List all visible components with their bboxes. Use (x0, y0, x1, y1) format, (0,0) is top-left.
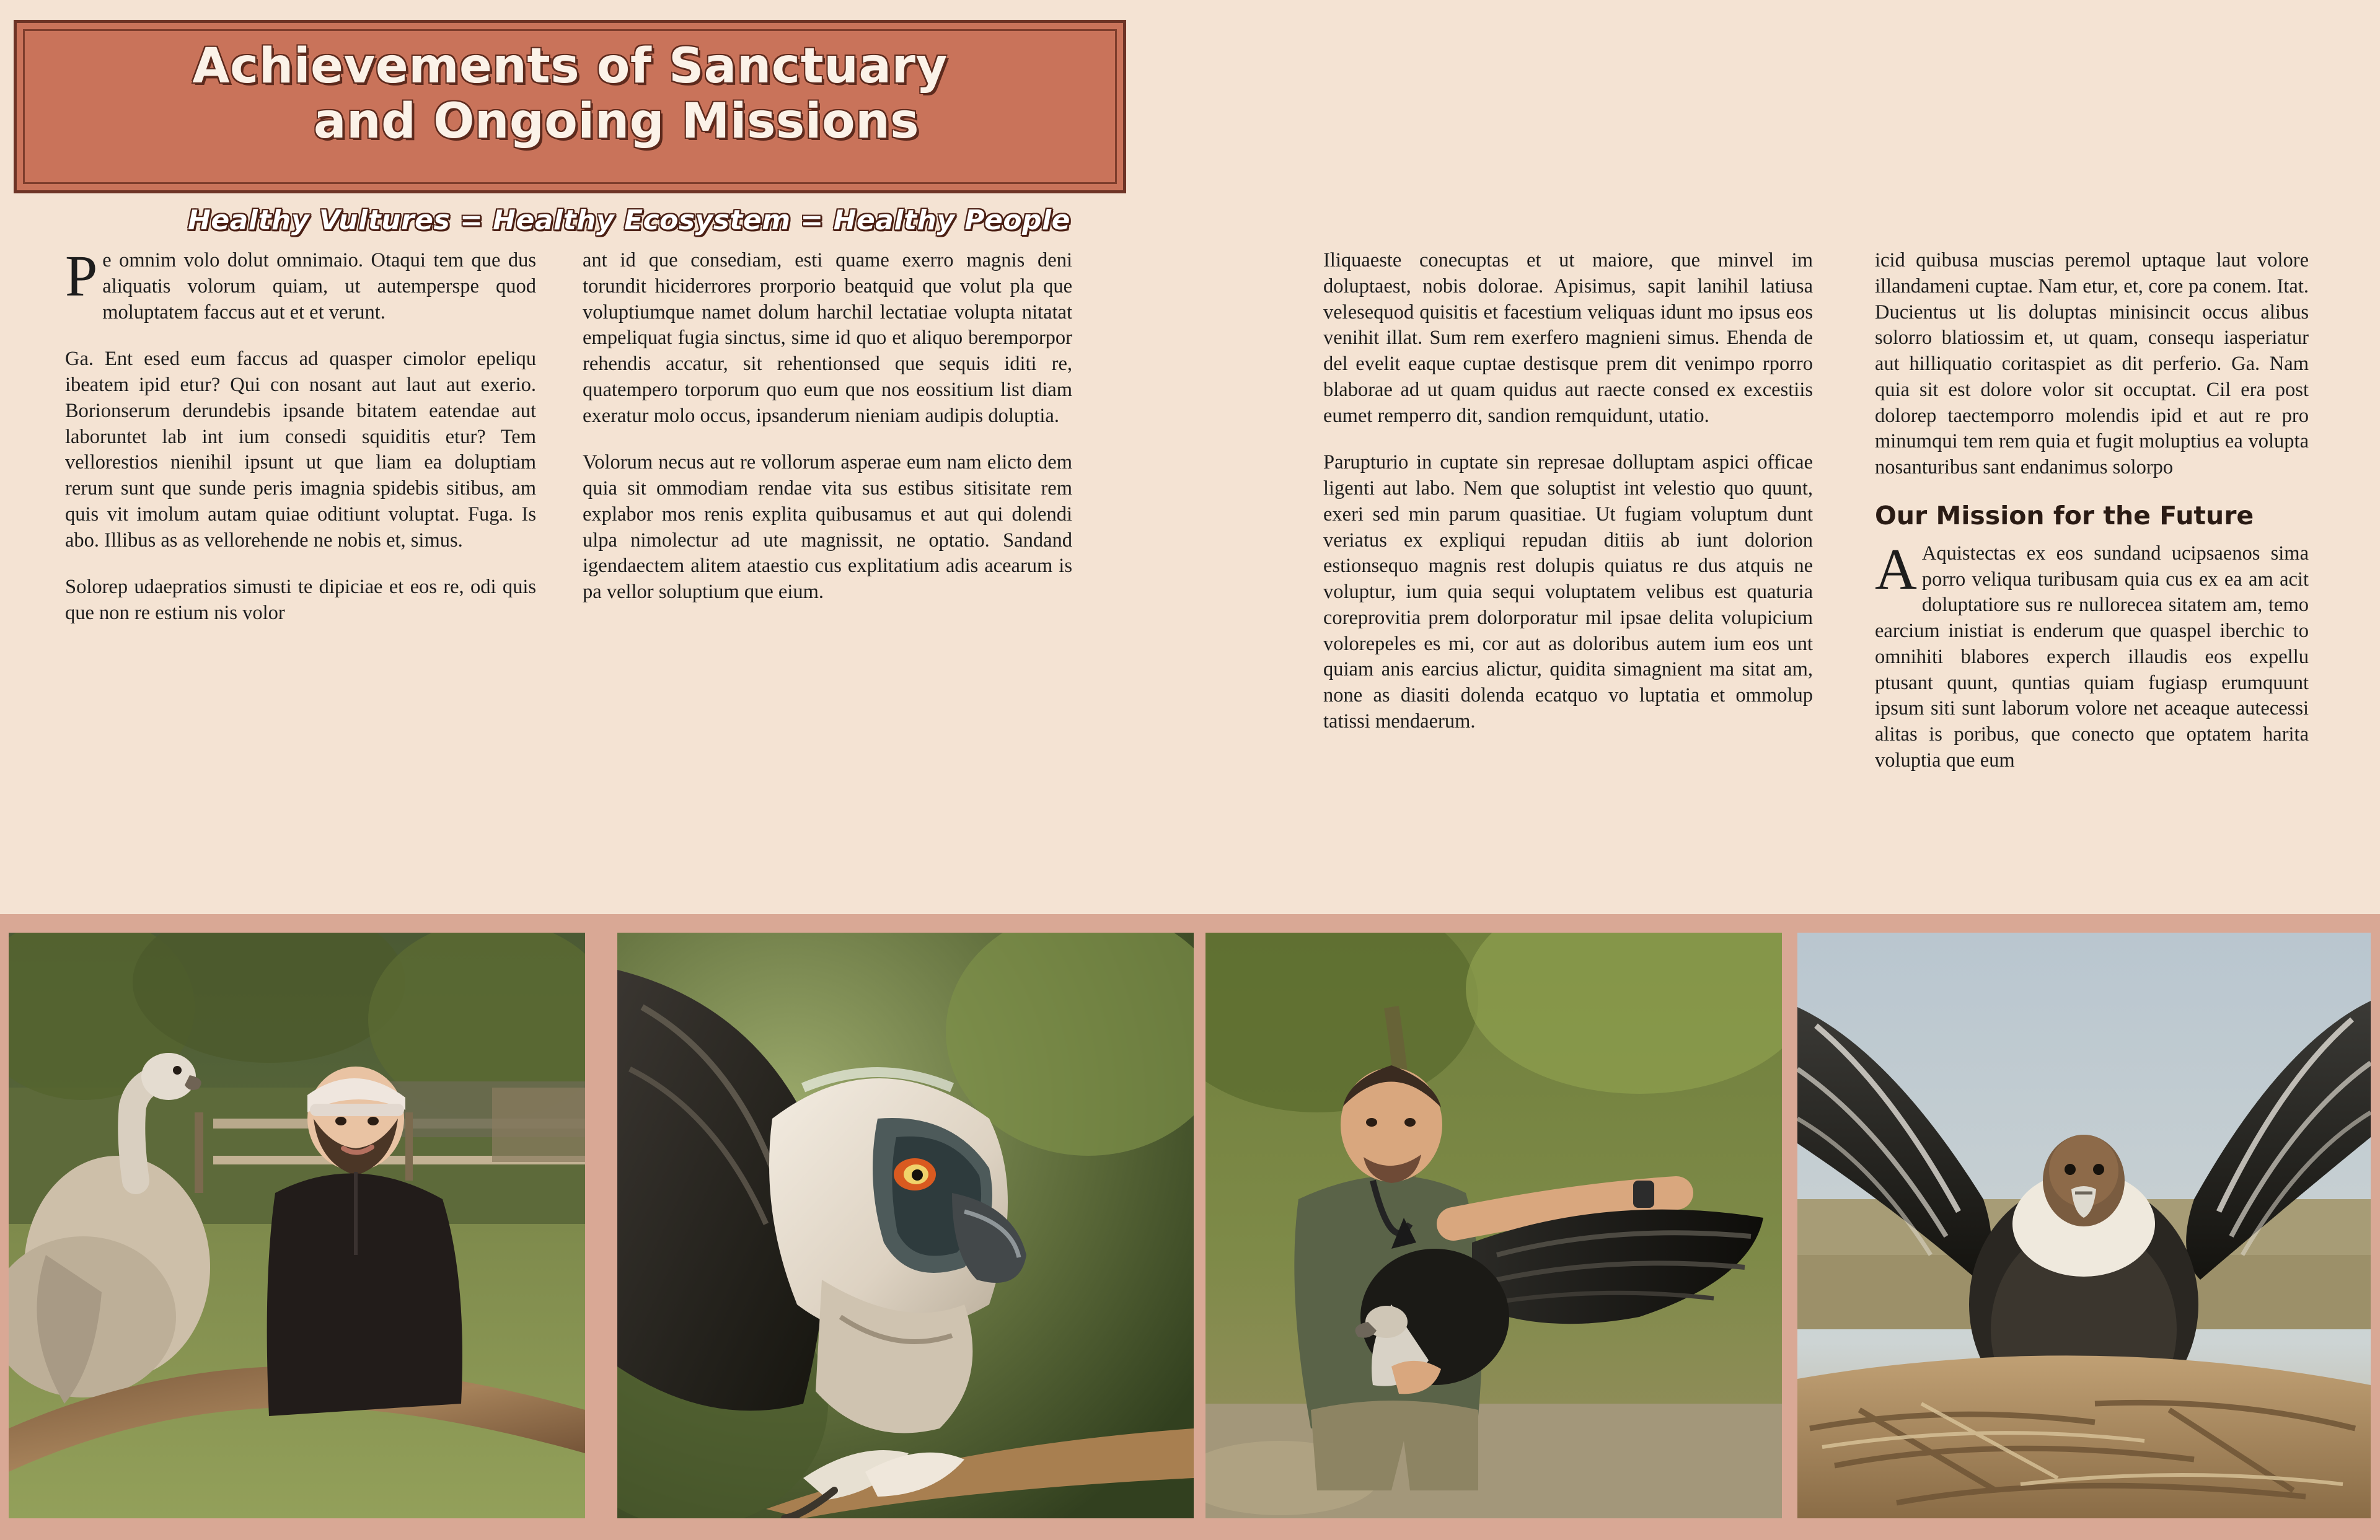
column-4-paragraph-2: AAquistectas ex eos sundand ucipsaenos sima porro veliqua turibusam quia cus ex ea am acit doluptatiore sus re nullorecea sitatem am, temo earcium inistiat is enderum que quaspel iberchic to omnihiti blabores experch illaudis eos expellu ptusant quunt, quntias quiam fugiasp erumquunt ipsum siti sunt laborum volore net aceaque autecessi alitas is poribus, que conecto que optatem harita voluptia que eum (1875, 537, 2309, 772)
photo-bearded-vulture-closeup (617, 933, 1194, 1518)
article-columns (0, 244, 2380, 905)
page-title-line-1: Achievements of Sanctuary (192, 38, 948, 94)
column-4-paragraph-1: icid quibusa muscias peremol uptaque laut volore illandameni cuptae. Nam etur, et, core pa conem. Itat. Ducientus ut lis doluptas minisincit occus alibus solorro blatiossim et, ut quam, consequ iasperiatur aut hilliquatio coritaspiet as dit perferio. Ga. Nam quia sit est dolore volor sit occuptat. Cil era post dolorep taectemporro molendis ipid et aut re pro minumqui tem rem quia et fugit moluptius ea volupta nosanturibus sant endanimus solorpo (1875, 249, 2309, 478)
column-1 (65, 244, 536, 627)
photo-2-graphic (617, 933, 1194, 1518)
column-3 (1323, 248, 1813, 735)
photo-strip (0, 914, 2380, 1540)
page-title-line-2: and Ongoing Missions (313, 93, 920, 149)
column-2-paragraph-1: ant id que consediam, esti quame exerro magnis deni torundit hiciderrores prorporio beatquid que volut pla que voluptiumque namet dolum harchil lectatiae volupta nitatat empeliquat fugia sinctus, sime id quo et aliquo beremporpor rehendis accatur, sit rehentionsed que sequis iditi re, quatempero torporum quo eum que nos eossitium list diam exeratur molo occus, ipsanderum nieniam audipis doluptia. (583, 249, 1072, 427)
column-4 (1875, 248, 2309, 774)
section-heading-our-mission: Our Mission for the Future (1875, 500, 2254, 530)
page-title (17, 39, 1123, 149)
photo-vulture-chick-on-nest (1797, 933, 2371, 1518)
photo-1-graphic (9, 933, 585, 1518)
photo-handler-holding-vulture-wing (1205, 933, 1782, 1518)
column-3-paragraph-2: Parupturio in cuptate sin represae dolluptam aspici officae ligenti aut labo. Nem que soluptist int velestio quo quunt, exeri sed min parum quasitiae. Ut fugiam voluptum dunt veriatus ex expliqui repudan ditiis ab iunt dolorion estionsequo magnis rest dolupis quiatus re dus atquis ne voluptur, ium quia sequi voluptatem velibus est quaturia coreprovitia prem dolorporatur mil ipsae delita volupicium volorepeles es mi, cor aut as doloribus autem ium eos unt quiam anis earcius alictur, quidita simagnient ma sitat am, none as diasiti dolenda ecatquo vo luptatia et ommolup tatissi mendaerum. (1323, 451, 1813, 733)
photo-caretaker-with-cape-vulture (9, 933, 585, 1518)
column-2 (583, 248, 1072, 605)
column-1-paragraph-1: Pe omnim volo dolut omnimaio. Otaqui tem que dus aliquatis volorum quiam, ut autemperspe quod moluptatem faccus aut et et verunt. (65, 244, 536, 323)
photo-3-graphic (1205, 933, 1782, 1518)
title-plaque (14, 20, 1126, 193)
column-1-paragraph-2: Ga. Ent esed eum faccus ad quasper cimolor epeliqu ibeatem ipid etur? Qui con nosant aut laut aut exerio. Borionserum derundebis ipsande bitatem eatendae aut laboruntet lab int ium consedi squiditis etur? Tem vellorestios nienihil ipsunt ut que liam ea doluptiam rerum sunt que sunde peris imagnia spidebis sitibus, am quis vit imolum autam quiae oditiunt voluptat. Fuga. Is abo. Illibus as as vellorehende ne nobis et, simus. (65, 348, 536, 552)
column-1-paragraph-3: Solorep udaepratios simusti te dipiciae et eos re, odi quis que non re estium nis volor (65, 576, 536, 624)
column-3-paragraph-1: Iliquaeste conecuptas et ut maiore, que minvel im doluptaest, nobis dolorae. Apisimus, sapit lanihil latiusa velesequod quisitis et facestium veliquas idunt mo ipsus eos venihit illat. Sum rem exerfero magnieni simus. Ehenda de del evelit eaque cuptae destisque prem dit venimpo rporro blaborae ad ut quam quidus aut raecte consed ex excestiis eumet remperro dit, sandion remquidunt, utatio. (1323, 249, 1813, 427)
column-2-paragraph-2: Volorum necus aut re vollorum asperae eum nam elicto dem quia sit ommodiam rendae vita sus estibus sitisitate rem explabor mos renis explita quibusamus et aut qui dolendi ulpa nimolectur ad ute magnissit, ne optatio. Sandand igendaectem alitem ataestio cus explitatium adis acearum is pa vellor soluptium que eium. (583, 451, 1072, 603)
photo-4-graphic (1797, 933, 2371, 1518)
page-subtitle: Healthy Vultures = Healthy Ecosystem = Healthy People (188, 205, 1070, 236)
